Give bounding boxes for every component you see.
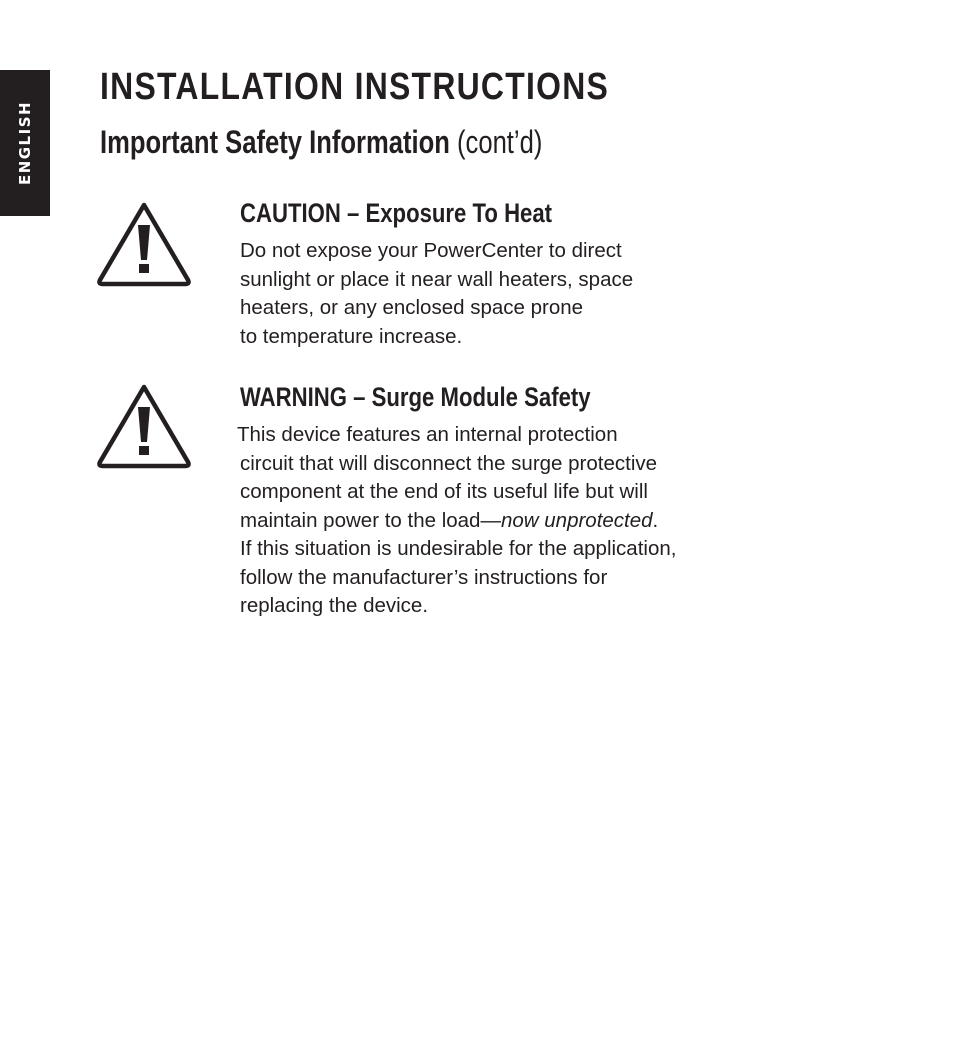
page-subtitle	[100, 124, 542, 161]
subtitle-main: Important Safety Information	[100, 124, 450, 160]
body-line-with-emphasis	[240, 507, 676, 536]
body-line: Do not expose your PowerCenter to direct	[240, 239, 622, 262]
warning-triangle-icon	[95, 382, 193, 470]
language-tab	[0, 70, 50, 216]
body-line: circuit that will disconnect the surge protective	[240, 451, 658, 475]
body-line: to temperature increase.	[240, 324, 463, 348]
body-line: This device features an internal protection	[237, 423, 618, 446]
emphasis-text: now unprotected	[500, 508, 653, 532]
emphasis-period: .	[652, 508, 659, 532]
body-line: heaters, or any enclosed space prone	[240, 296, 584, 319]
warning-body	[237, 421, 677, 621]
caution-heading: CAUTION – Exposure To Heat	[240, 198, 553, 228]
language-tab-label: ENGLISH	[16, 100, 34, 186]
body-text: maintain power to the load—	[240, 508, 501, 532]
warning-heading: WARNING – Surge Module Safety	[240, 382, 591, 412]
warning-triangle-icon	[95, 200, 193, 288]
body-line: sunlight or place it near wall heaters, space	[240, 267, 634, 291]
page-title: INSTALLATION INSTRUCTIONS	[100, 66, 610, 108]
body-line: follow the manufacturer’s instructions for	[240, 565, 608, 589]
caution-body	[240, 237, 633, 351]
subtitle-suffix: (cont’d)	[457, 124, 543, 160]
body-line: component at the end of its useful life but will	[240, 480, 648, 503]
body-line: If this situation is undesirable for the application,	[240, 537, 677, 560]
body-line: replacing the device.	[240, 594, 429, 617]
